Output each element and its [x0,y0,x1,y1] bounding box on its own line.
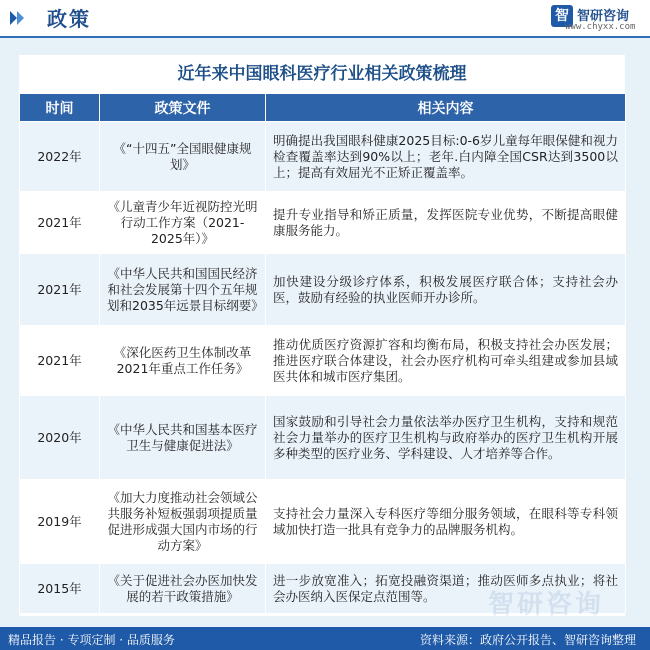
row-year: 2021年 [20,326,100,396]
row-content: 进一步放宽准入；拓宽投融资渠道；推动医师多点执业；将社会办医纳入医保定点范围等。 [266,564,626,614]
row-document: 《关于促进社会办医加快发展的若干政策措施》 [100,564,266,614]
table-title: 近年来中国眼科医疗行业相关政策梳理 [177,64,467,84]
row-year: 2021年 [20,254,100,326]
brand-url: www.chyxx.com [565,22,636,32]
row-year: 2019年 [20,480,100,564]
row-content: 提升专业指导和矫正质量，发挥医院专业优势，不断提高眼健康服务能力。 [266,192,626,254]
row-content: 明确提出我国眼科健康2025目标:0-6岁儿童每年眼保健和视力检查覆盖率达到90%以上；老年.白内障全国CSR达到3500以上；提高有效屈光不正矫正覆盖率。 [266,122,626,192]
row-document: 《深化医药卫生体制改革2021年重点工作任务》 [100,326,266,396]
table-row [20,396,626,480]
section-title: 政策 [47,7,91,31]
header-divider [0,36,650,38]
column-header-year: 时间 [20,94,100,122]
watermark: 智研咨询 [488,590,605,620]
table-row [20,254,626,326]
column-header-content: 相关内容 [266,94,626,122]
row-content: 支持社会力量深入专科医疗等细分服务领域，在眼科等专科领域加快打造一批具有竞争力的品牌服务机构。 [266,480,626,564]
table-header-row [20,94,626,122]
row-year: 2021年 [20,192,100,254]
table-row [20,192,626,254]
chevron-right-icon [10,11,24,25]
row-year: 2020年 [20,396,100,480]
footer-source: 资料来源：政府公开报告、智研咨询整理 [420,633,637,647]
table-row [20,480,626,564]
footer-bar [0,627,650,650]
row-document: 《中华人民共和国国民经济和社会发展第十四个五年规划和2035年远景目标纲要》 [100,254,266,326]
column-header-document: 政策文件 [100,94,266,122]
brand-logo-icon: 智 [551,5,573,27]
row-year: 2022年 [20,122,100,192]
policy-panel [19,55,625,616]
row-document: 《儿童青少年近视防控光明行动工作方案（2021-2025年）》 [100,192,266,254]
brand-name: 智研咨询 [577,9,630,24]
row-document: 《“十四五”全国眼健康规划》 [100,122,266,192]
row-content: 国家鼓励和引导社会力量依法举办医疗卫生机构，支持和规范社会力量举办的医疗卫生机构与政府举办的医疗卫生机构开展多种类型的医疗业务、学科建设、人才培养等合作。 [266,396,626,480]
row-content: 加快建设分级诊疗体系，积极发展医疗联合体；支持社会办医，鼓励有经验的执业医师开办诊所。 [266,254,626,326]
row-document: 《中华人民共和国基本医疗卫生与健康促进法》 [100,396,266,480]
table-row [20,326,626,396]
footer-tagline: 精品报告 · 专项定制 · 品质服务 [8,633,175,647]
table-row [20,122,626,192]
row-content: 推动优质医疗资源扩容和均衡布局，积极支持社会办医发展；推进医疗联合体建设，社会办医疗机构可牵头组建或参加县域医共体和城市医疗集团。 [266,326,626,396]
policy-table [19,93,626,614]
row-document: 《加大力度推动社会领域公共服务补短板强弱项提质量促进形成强大国内市场的行动方案》 [100,480,266,564]
row-year: 2015年 [20,564,100,614]
top-bar [0,0,650,36]
